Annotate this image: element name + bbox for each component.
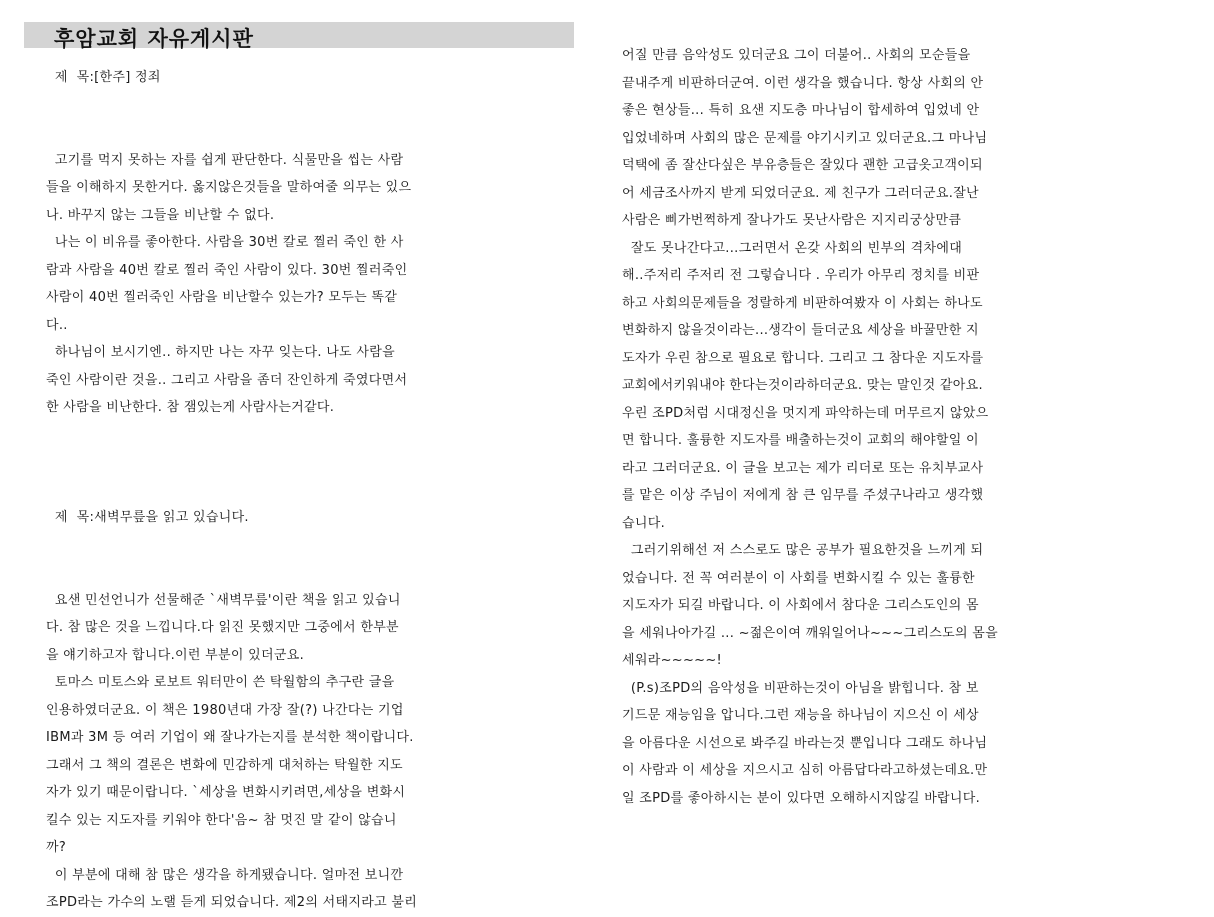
right-text-line: 그러기위해선 저 스스로도 많은 공부가 필요한것을 느끼게 되 bbox=[622, 543, 984, 558]
right-text-line: 변화하지 않을것이라는...생각이 들더군요 세상을 바꿀만한 지 bbox=[622, 323, 979, 338]
right-text-line: 지도자가 되길 바랍니다. 이 사회에서 참다운 그리스도인의 몸 bbox=[622, 598, 979, 613]
right-text-line: 해..주저리 주저리 전 그렇습니다 . 우리가 아무리 정치를 비판 bbox=[622, 268, 980, 283]
left-text-line bbox=[46, 449, 552, 477]
left-text-line: 나. 바꾸지 않는 그들을 비난할 수 없다. bbox=[46, 207, 275, 223]
left-text-line bbox=[46, 92, 552, 120]
left-text-line: 한 사람을 비난한다. 참 잼있는게 사람사는거같다. bbox=[46, 400, 335, 415]
right-text-line: 을 아름다운 시선으로 봐주길 바라는것 뿐입니다 그래도 하나님 bbox=[622, 735, 988, 751]
right-text-line: 을 세워나아가길 ... ~젊은이여 깨워일어나~~~그리스도의 몸을 bbox=[622, 625, 998, 641]
right-text-line: 이 사람과 이 세상을 지으시고 심히 아름답다라고하셨는데요.만 bbox=[622, 763, 988, 778]
left-text-line: 이 부분에 대해 참 많은 생각을 하게됐습니다. 얼마전 보니깐 bbox=[46, 867, 404, 883]
left-text-line bbox=[46, 422, 552, 450]
left-text-line bbox=[46, 477, 552, 505]
right-text-line: 우린 조PD처럼 시대정신을 멋지게 파악하는데 머무르지 않았으 bbox=[622, 405, 989, 421]
right-text-line: 도자가 우린 참으로 필요로 합니다. 그리고 그 참다운 지도자를 bbox=[622, 350, 984, 366]
right-text-line: 덕택에 좀 잘산다싶은 부유층들은 잘있다 괜한 고급옷고객이되 bbox=[622, 158, 983, 173]
left-text-line: 다.. bbox=[46, 317, 68, 333]
right-text-line: 하고 사회의문제들을 정랄하게 비판하여봤자 이 사회는 하나도 bbox=[622, 295, 983, 311]
left-column bbox=[46, 64, 552, 917]
left-text-line bbox=[46, 532, 552, 560]
left-text-line: 나는 이 비유를 좋아한다. 사람을 30번 칼로 찔러 죽인 한 사 bbox=[46, 235, 404, 250]
right-text-line: 어질 만큼 음악성도 있더군요 그이 더불어.. 사회의 모순들을 bbox=[622, 48, 971, 63]
left-text-line: 조PD라는 가수의 노랠 듣게 되었습니다. 제2의 서태지라고 불리 bbox=[46, 895, 418, 910]
right-text-line: 교회에서키워내야 한다는것이라하더군요. 맞는 말인것 같아요. bbox=[622, 378, 983, 393]
page-title: 후암교회 자유게시판 bbox=[54, 27, 254, 51]
right-text-line: 어 세금조사까지 받게 되었더군요. 제 친구가 그러더군요.잘난 bbox=[622, 185, 979, 201]
right-text-line: 사람은 삐가번쩍하게 잘나가도 못난사람은 지지리궁상만큼 bbox=[622, 213, 962, 228]
right-text-line: 일 조PD를 좋아하시는 분이 있다면 오해하시지않길 바랍니다. bbox=[622, 790, 981, 806]
right-text-line: 를 맡은 이상 주님이 저에게 참 큰 임무를 주셨구나라고 생각했 bbox=[622, 488, 984, 503]
left-text-line: 죽인 사람이란 것을.. 그리고 사람을 좀더 잔인하게 죽였다면서 bbox=[46, 372, 408, 388]
right-text-line: 기드문 재능임을 압니다.그런 재능을 하나님이 지으신 이 세상 bbox=[622, 708, 979, 723]
left-text-line: 제 목:[한주] 정죄 bbox=[46, 70, 161, 85]
left-text-line: 하나님이 보시기엔.. 하지만 나는 자꾸 잊는다. 나도 사람을 bbox=[46, 345, 395, 360]
right-column bbox=[622, 42, 1122, 812]
left-text-line: 사람이 40번 찔러죽인 사람을 비난할수 있는가? 모두는 똑같 bbox=[46, 290, 398, 305]
right-text-line: 었습니다. 전 꼭 여러분이 이 사회를 변화시킬 수 있는 훌륭한 bbox=[622, 570, 975, 586]
right-text-line: 입었네하며 사회의 많은 문제를 야기시키고 있더군요.그 마나님 bbox=[622, 130, 988, 146]
left-text-line: 까? bbox=[46, 840, 67, 855]
right-text-line: 좋은 현상들... 특히 요샌 지도층 마나님이 합세하여 입었네 안 bbox=[622, 103, 980, 118]
left-text-line: 요샌 민선언니가 선물해준 `새벽무릎'이란 책을 읽고 있습니 bbox=[46, 592, 401, 608]
left-text-line bbox=[46, 559, 552, 587]
right-text-line: 라고 그러더군요. 이 글을 보고는 제가 리더로 또는 유치부교사 bbox=[622, 460, 984, 476]
left-text-line: 들을 이해하지 못한거다. 옳지않은것들을 말하여줄 의무는 있으 bbox=[46, 180, 412, 195]
right-text-line: 끝내주게 비판하더군여. 이런 생각을 했습니다. 항상 사회의 안 bbox=[622, 75, 984, 91]
right-text-line: 잘도 못나간다고...그러면서 온갖 사회의 빈부의 격차에대 bbox=[622, 240, 963, 256]
left-text-line: IBM과 3M 등 여러 기업이 왜 잘나가는지를 분석한 책이랍니다. bbox=[46, 730, 414, 745]
left-text-line: 자가 있기 때문이랍니다. `세상을 변화시키려면,세상을 변화시 bbox=[46, 785, 406, 800]
left-text-line: 토마스 미토스와 로보트 워터만이 쓴 탁월함의 추구란 글을 bbox=[46, 675, 395, 690]
right-text-line: 면 합니다. 훌륭한 지도자를 배출하는것이 교회의 해야할일 이 bbox=[622, 433, 979, 448]
left-text-line: 을 얘기하고자 합니다.이런 부분이 있더군요. bbox=[46, 647, 305, 663]
left-text-line bbox=[46, 119, 552, 147]
left-text-line: 람과 사람을 40번 칼로 찔러 죽인 사람이 있다. 30번 찔러죽인 bbox=[46, 262, 408, 278]
left-text-line: 그래서 그 책의 결론은 변화에 민감하게 대처하는 탁월한 지도 bbox=[46, 757, 403, 773]
right-text-line: (P.s)조PD의 음악성을 비판하는것이 아님을 밝힙니다. 참 보 bbox=[622, 680, 979, 696]
left-text-line: 제 목:새벽무릎을 읽고 있습니다. bbox=[46, 510, 249, 525]
left-text-line: 고기를 먹지 못하는 자를 쉽게 판단한다. 식물만을 씹는 사람 bbox=[46, 152, 404, 168]
right-text-line: 세워라~~~~~! bbox=[622, 653, 723, 668]
left-text-line: 다. 참 많은 것을 느낍니다.다 읽진 못했지만 그중에서 한부분 bbox=[46, 620, 399, 635]
left-text-line: 킬수 있는 지도자를 키워야 한다'음~ 참 멋진 말 같이 않습니 bbox=[46, 812, 397, 828]
left-text-line: 인용하였더군요. 이 책은 1980년대 가장 잘(?) 나간다는 기업 bbox=[46, 702, 404, 718]
right-text-line: 습니다. bbox=[622, 515, 666, 531]
